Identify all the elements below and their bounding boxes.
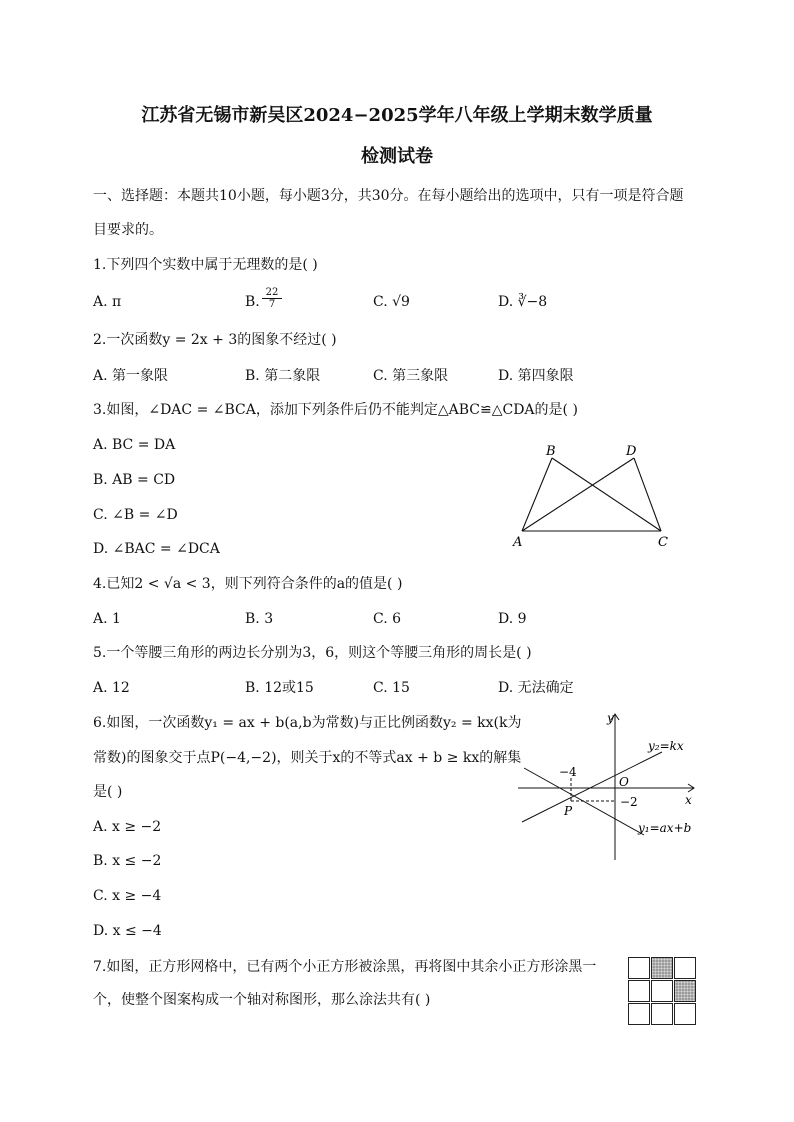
q3-option-c: C. ∠B = ∠D: [93, 507, 178, 523]
q4-option-c: C. 6: [373, 611, 402, 627]
q6-label-p: P: [564, 804, 573, 818]
grid-cell: [651, 1003, 673, 1025]
q1-fraction-numerator: 22: [262, 287, 282, 299]
grid-cell-shaded: [674, 980, 696, 1002]
q5-option-c: C. 15: [373, 680, 410, 696]
q5-option-b: B. 12或15: [245, 680, 314, 696]
q6-option-b: B. x ≤ −2: [93, 853, 162, 869]
q6-label-y1-line: y₁=ax+b: [638, 821, 692, 835]
section-heading: 一、选择题：本题共10小题，每小题3分，共30分。在每小题给出的选项中，只有一项是符合题: [93, 188, 684, 204]
q4-option-d: D. 9: [498, 611, 527, 627]
grid-cell: [628, 957, 650, 979]
paper-title-line2: 检测试卷: [361, 146, 433, 167]
grid-cell: [628, 1003, 650, 1025]
section-heading-cont: 目要求的。: [93, 222, 163, 238]
q2-option-d: D. 第四象限: [498, 368, 574, 384]
q6-line-y2: [522, 752, 662, 822]
q1-fraction: [262, 287, 282, 310]
q4-option-a: A. 1: [93, 611, 121, 627]
q3-option-b: B. AB = CD: [93, 472, 176, 488]
question-1-stem: 1.下列四个实数中属于无理数的是( ): [93, 257, 318, 273]
question-7-stem-line2: 个，使整个图案构成一个轴对称图形，那么涂法共有( ): [93, 992, 431, 1008]
q6-function-graph: [512, 708, 702, 868]
q2-option-b: B. 第二象限: [245, 368, 321, 384]
q2-option-a: A. 第一象限: [93, 368, 169, 384]
q6-label-neg4: −4: [559, 765, 577, 779]
paper-title-line1: 江苏省无锡市新吴区2024−2025学年八年级上学期末数学质量: [141, 105, 653, 126]
q4-option-b: B. 3: [245, 611, 274, 627]
q3-label-b: B: [546, 444, 556, 459]
q5-option-a: A. 12: [93, 680, 130, 696]
q7-square-grid: [628, 957, 700, 1029]
question-6-stem-line1: 6.如图，一次函数y₁ = ax + b(a,b为常数)与正比例函数y₂ = kx(k为: [93, 715, 522, 731]
q1-option-b: B.: [245, 294, 260, 310]
q1-option-c: C. √9: [373, 294, 410, 310]
q6-option-d: D. x ≤ −4: [93, 923, 162, 939]
q6-label-x: x: [685, 793, 692, 807]
q1-option-d: D. ∛−8: [498, 294, 548, 310]
question-6-stem-line2: 常数)的图象交于点P(−4,−2)，则关于x的不等式ax + b ≥ kx的解集: [93, 750, 522, 766]
question-5-stem: 5.一个等腰三角形的两边长分别为3，6，则这个等腰三角形的周长是( ): [93, 645, 532, 661]
q6-option-c: C. x ≥ −4: [93, 888, 162, 904]
grid-cell: [674, 1003, 696, 1025]
q3-option-a: A. BC = DA: [93, 437, 176, 453]
question-3-stem: 3.如图，∠DAC = ∠BCA，添加下列条件后仍不能判定△ABC≌△CDA的是( ): [93, 402, 578, 418]
q3-triangle-figure: [508, 438, 678, 553]
q5-option-d: D. 无法确定: [498, 680, 574, 696]
q6-label-y2-line: y₂=kx: [648, 739, 684, 753]
q3-label-c: C: [658, 535, 668, 550]
grid-cell: [628, 980, 650, 1002]
q6-label-neg2: −2: [620, 795, 638, 809]
grid-cell: [674, 957, 696, 979]
q6-label-origin: O: [619, 775, 629, 789]
question-6-stem-line3: 是( ): [93, 784, 123, 800]
q1-fraction-denominator: 7: [268, 299, 276, 310]
question-2-stem: 2.一次函数y = 2x + 3的图象不经过( ): [93, 332, 337, 348]
q3-label-d: D: [626, 444, 637, 459]
q3-label-a: A: [513, 535, 523, 550]
q1-option-a: A. π: [93, 294, 122, 310]
q6-label-y: y: [607, 711, 614, 725]
q6-option-a: A. x ≥ −2: [93, 819, 162, 835]
grid-cell: [651, 980, 673, 1002]
q2-option-c: C. 第三象限: [373, 368, 449, 384]
question-7-stem-line1: 7.如图，正方形网格中，已有两个小正方形被涂黑，再将图中其余小正方形涂黑一: [93, 959, 597, 975]
question-4-stem: 4.已知2 < √a < 3，则下列符合条件的a的值是( ): [93, 576, 403, 592]
grid-cell-shaded: [651, 957, 673, 979]
q3-option-d: D. ∠BAC = ∠DCA: [93, 541, 220, 557]
